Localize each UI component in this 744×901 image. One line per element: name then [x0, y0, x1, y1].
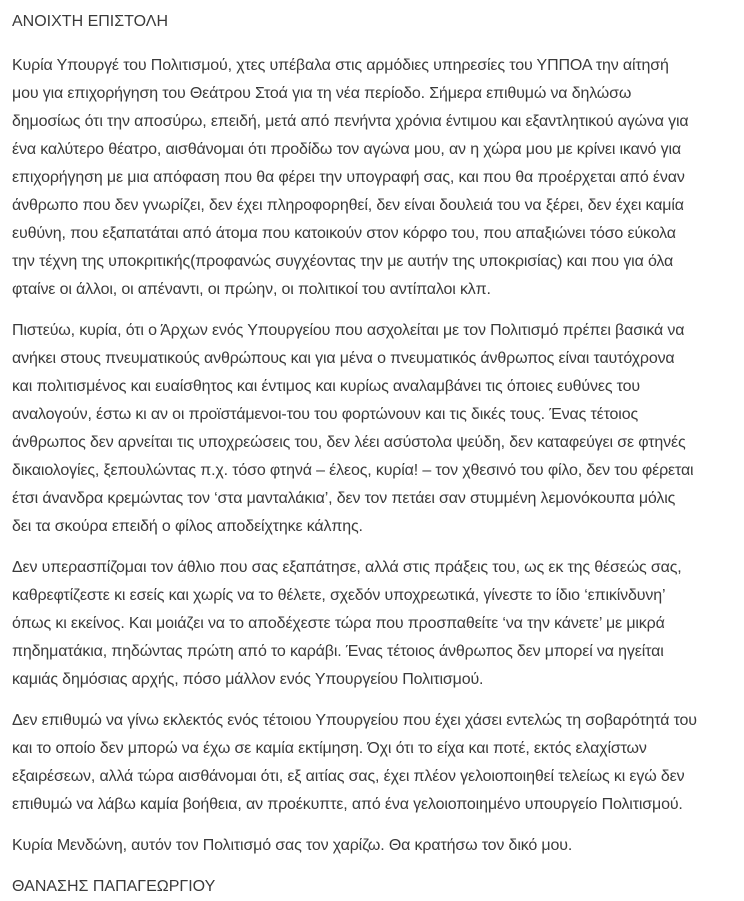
- paragraph: [12, 317, 744, 541]
- paragraph-line: και πολιτισμένος και ευαίσθητος και έντιμος και κυρίως αναλαμβάνει τις όποιες ευθύνες του: [12, 378, 640, 395]
- paragraph-line: άνθρωπος δεν αρνείται τις υποχρεώσεις του, δεν λέει ασύστολα ψεύδη, δεν καταφεύγει σε φτηνές: [12, 434, 686, 451]
- paragraph: [12, 554, 744, 694]
- paragraph-line: Δεν υπερασπίζομαι τον άθλιο που σας εξαπάτησε, αλλά στις πράξεις του, ως εκ της θέσεώς σας,: [12, 559, 682, 576]
- paragraph-line: δημοσίως ότι την αποσύρω, επειδή, μετά από πενήντα χρόνια έντιμου και εξαντλητικού αγώνα για: [12, 113, 689, 130]
- letter-body: [12, 52, 744, 860]
- paragraph-line: εξαιρέσεων, αλλά τώρα αισθάνομαι ότι, εξ αιτίας σας, έχει πλέον γελοιοποιηθεί τελείως κι εγώ δεν: [12, 768, 685, 785]
- letter-title: ΑΝΟΙΧΤΗ ΕΠΙΣΤΟΛΗ: [12, 13, 169, 30]
- paragraph-line: δικαιολογίες, ξεπουλώντας π.χ. τόσο φτηνά – έλεος, κυρία! – τον χθεσινό του φίλο, δεν του φέρεται: [12, 462, 694, 479]
- paragraph-line: επιχορήγηση με μια απόφαση που θα φέρει την υπογραφή σας, και που θα προέρχεται από έναν: [12, 169, 685, 186]
- paragraph-line: Κυρία Υπουργέ του Πολιτισμού, χτες υπέβαλα στις αρμόδιες υπηρεσίες του ΥΠΠΟΑ την αίτησή: [12, 57, 669, 74]
- paragraph-line: Κυρία Μενδώνη, αυτόν τον Πολιτισμό σας τον χαρίζω. Θα κρατήσω τον δικό μου.: [12, 837, 573, 854]
- paragraph-line: Δεν επιθυμώ να γίνω εκλεκτός ενός τέτοιου Υπουργείου που έχει χάσει εντελώς τη σοβαρότητά του: [12, 712, 697, 729]
- paragraph-line: ανήκει στους πνευματικούς ανθρώπους και για μένα ο πνευματικός άνθρωπος είναι ταυτόχρονα: [12, 350, 675, 367]
- paragraph-line: καμιάς δημόσιας αρχής, πόσο μάλλον ενός Υπουργείου Πολιτισμού.: [12, 671, 484, 688]
- paragraph-line: μου για επιχορήγηση του Θεάτρου Στοά για τη νέα περίοδο. Σήμερα επιθυμώ να δηλώσω: [12, 85, 632, 102]
- paragraph-line: ευθύνη, που εξαπατάται από άτομα που κατοικούν στον κόρφο του, που απαξιώνει τόσο εύκολα: [12, 225, 676, 242]
- signature: ΘΑΝΑΣΗΣ ΠΑΠΑΓΕΩΡΓΙΟΥ: [12, 878, 216, 895]
- paragraph: [12, 52, 744, 304]
- paragraph-line: έτσι άνανδρα κρεμώντας τον ‘στα μανταλάκια’, δεν τον πετάει σαν στυμμένη λεμονόκουπα μόλις: [12, 490, 676, 507]
- paragraph-line: Πιστεύω, κυρία, ότι ο Άρχων ενός Υπουργείου που ασχολείται με τον Πολιτισμό πρέπει βασικά να: [12, 322, 685, 339]
- paragraph-line: και το οποίο δεν μπορώ να έχω σε καμία εκτίμηση. Όχι ότι το είχα και ποτέ, εκτός ελαχίστων: [12, 740, 647, 757]
- paragraph-line: δει τα σκούρα επειδή ο φίλος αποδείχτηκε κάλπης.: [12, 518, 363, 535]
- paragraph-line: αναλογούν, έστω κι αν οι προϊστάμενοι-του του φορτώνουν και τις δικές τους. Ένας τέτοιος: [12, 406, 639, 423]
- paragraph-line: άνθρωπο που δεν γνωρίζει, δεν έχει πληροφορηθεί, δεν είναι δουλειά του να ξέρει, δεν έχει καμία: [12, 197, 684, 214]
- paragraph-line: καθρεφτίζεστε κι εσείς και χωρίς να το θέλετε, σχεδόν υποχρεωτικά, γίνεστε το ίδιο ‘επικίνδυνη’: [12, 587, 666, 604]
- paragraph-line: ένα καλύτερο θέατρο, αισθάνομαι ότι προδίδω τον αγώνα μου, αν η χώρα μου με κρίνει ικανό για: [12, 141, 681, 158]
- paragraph-line: φταίνε οι άλλοι, οι απέναντι, οι πρώην, οι πολιτικοί του αντίπαλοι κλπ.: [12, 281, 491, 298]
- paragraph-line: πηδηματάκια, πηδώντας πρώτη από το καράβι. Ένας τέτοιος άνθρωπος δεν μπορεί να ηγείται: [12, 643, 664, 660]
- paragraph: [12, 832, 744, 860]
- paragraph-line: επιθυμώ να λάβω καμία βοήθεια, αν προέκυπτε, από ένα γελοιοποιημένο υπουργείο Πολιτισμού.: [12, 796, 683, 813]
- paragraph-line: την τέχνη της υποκριτικής(προφανώς συγχέοντας την με αυτήν της υποκρισίας) και που για όλα: [12, 253, 674, 270]
- paragraph: [12, 707, 744, 819]
- paragraph-line: όπως κι εκείνος. Και μοιάζει να το αποδέχεστε τώρα που προσπαθείτε ‘να την κάνετε’ με μικρά: [12, 615, 665, 632]
